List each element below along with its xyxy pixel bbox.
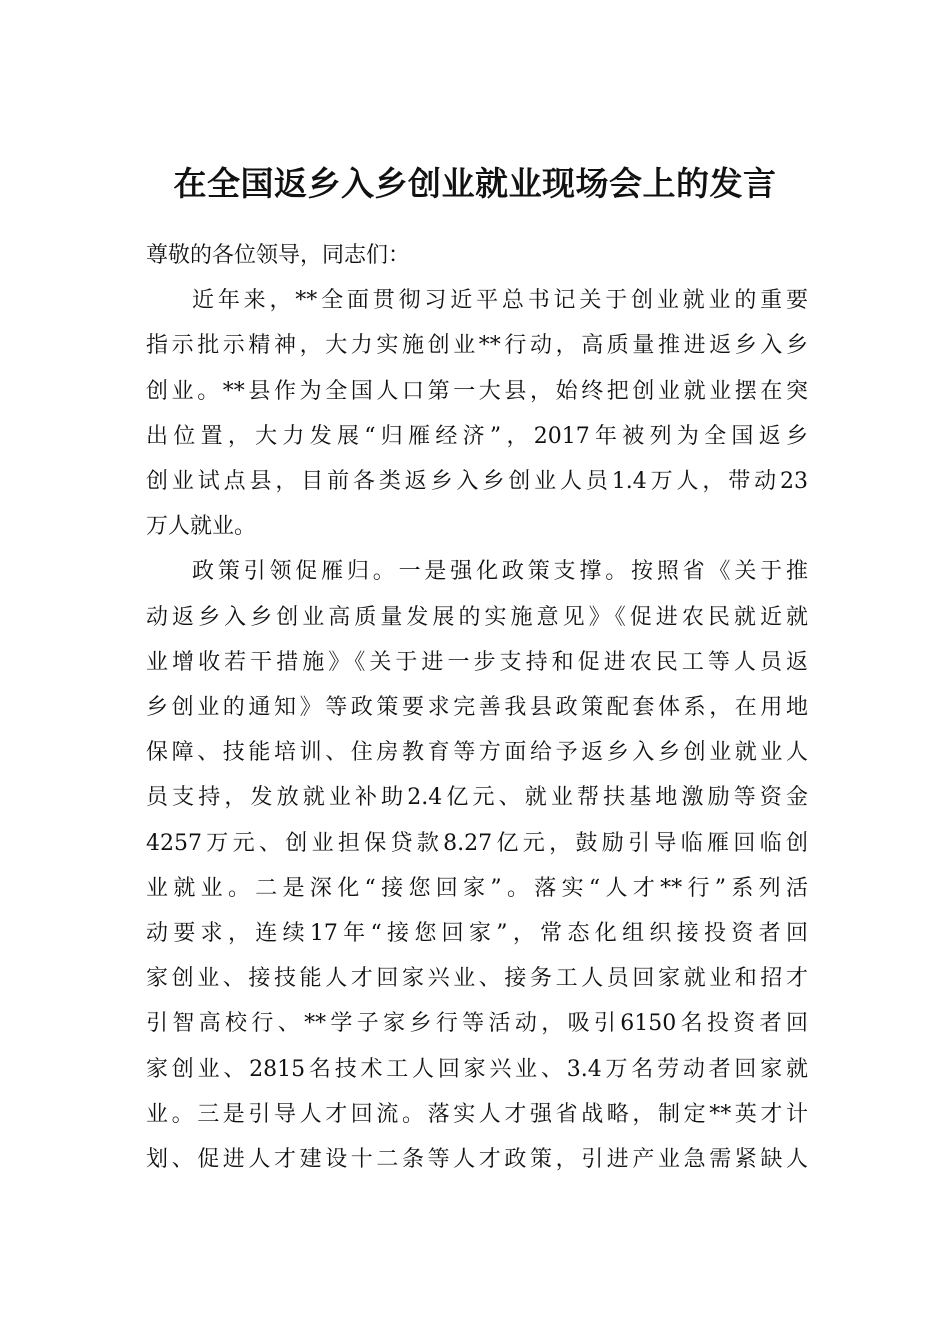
paragraph-line: 4257万元、创业担保贷款8.27亿元，鼓励引导临雁回临创 <box>146 830 808 856</box>
paragraph-line: 创业试点县，目前各类返乡入乡创业人员1.4万人，带动23 <box>146 469 808 495</box>
paragraph-line: 出位置，大力发展“归雁经济”，2017年被列为全国返乡 <box>146 423 808 449</box>
salutation: 尊敬的各位领导，同志们： <box>146 243 411 268</box>
paragraph-line: 保障、技能培训、住房教育等方面给予返乡入乡创业就业人 <box>146 740 808 766</box>
paragraph-line: 指示批示精神，大力实施创业**行动，高质量推进返乡入乡 <box>146 333 808 359</box>
paragraph-line: 政策引领促雁归。一是强化政策支撑。按照省《关于推 <box>192 559 808 585</box>
paragraph-policy <box>146 549 808 1182</box>
paragraph-line: 万人就业。 <box>146 514 257 540</box>
paragraph-line: 家创业、接技能人才回家兴业、接务工人员回家就业和招才 <box>146 966 808 992</box>
paragraph-line: 业增收若干措施》《关于进一步支持和促进农民工等人员返 <box>146 649 808 675</box>
paragraph-line: 动返乡入乡创业高质量发展的实施意见》《促进农民就近就 <box>146 604 808 630</box>
document-title: 在全国返乡入乡创业就业现场会上的发言 <box>173 164 777 203</box>
paragraph-line: 近年来，**全面贯彻习近平总书记关于创业就业的重要 <box>192 288 808 314</box>
paragraph-line: 员支持，发放就业补助2.4亿元、就业帮扶基地激励等资金 <box>146 785 808 811</box>
paragraph-line: 乡创业的通知》等政策要求完善我县政策配套体系，在用地 <box>146 695 808 721</box>
paragraph-line: 动要求，连续17年“接您回家”，常态化组织接投资者回 <box>146 921 808 947</box>
paragraph-line: 创业。**县作为全国人口第一大县，始终把创业就业摆在突 <box>146 378 808 404</box>
paragraph-line: 划、促进人才建设十二条等人才政策，引进产业急需紧缺人 <box>146 1147 808 1173</box>
paragraph-line: 引智高校行、**学子家乡行等活动，吸引6150名投资者回 <box>146 1011 808 1037</box>
document-body <box>146 233 808 1182</box>
paragraph-line: 家创业、2815名技术工人回家兴业、3.4万名劳动者回家就 <box>146 1056 808 1082</box>
paragraph-line: 业。三是引导人才回流。落实人才强省战略，制定**英才计 <box>146 1101 808 1127</box>
paragraph-intro <box>146 278 808 549</box>
paragraph-line: 业就业。二是深化“接您回家”。落实“人才**行”系列活 <box>146 875 808 901</box>
